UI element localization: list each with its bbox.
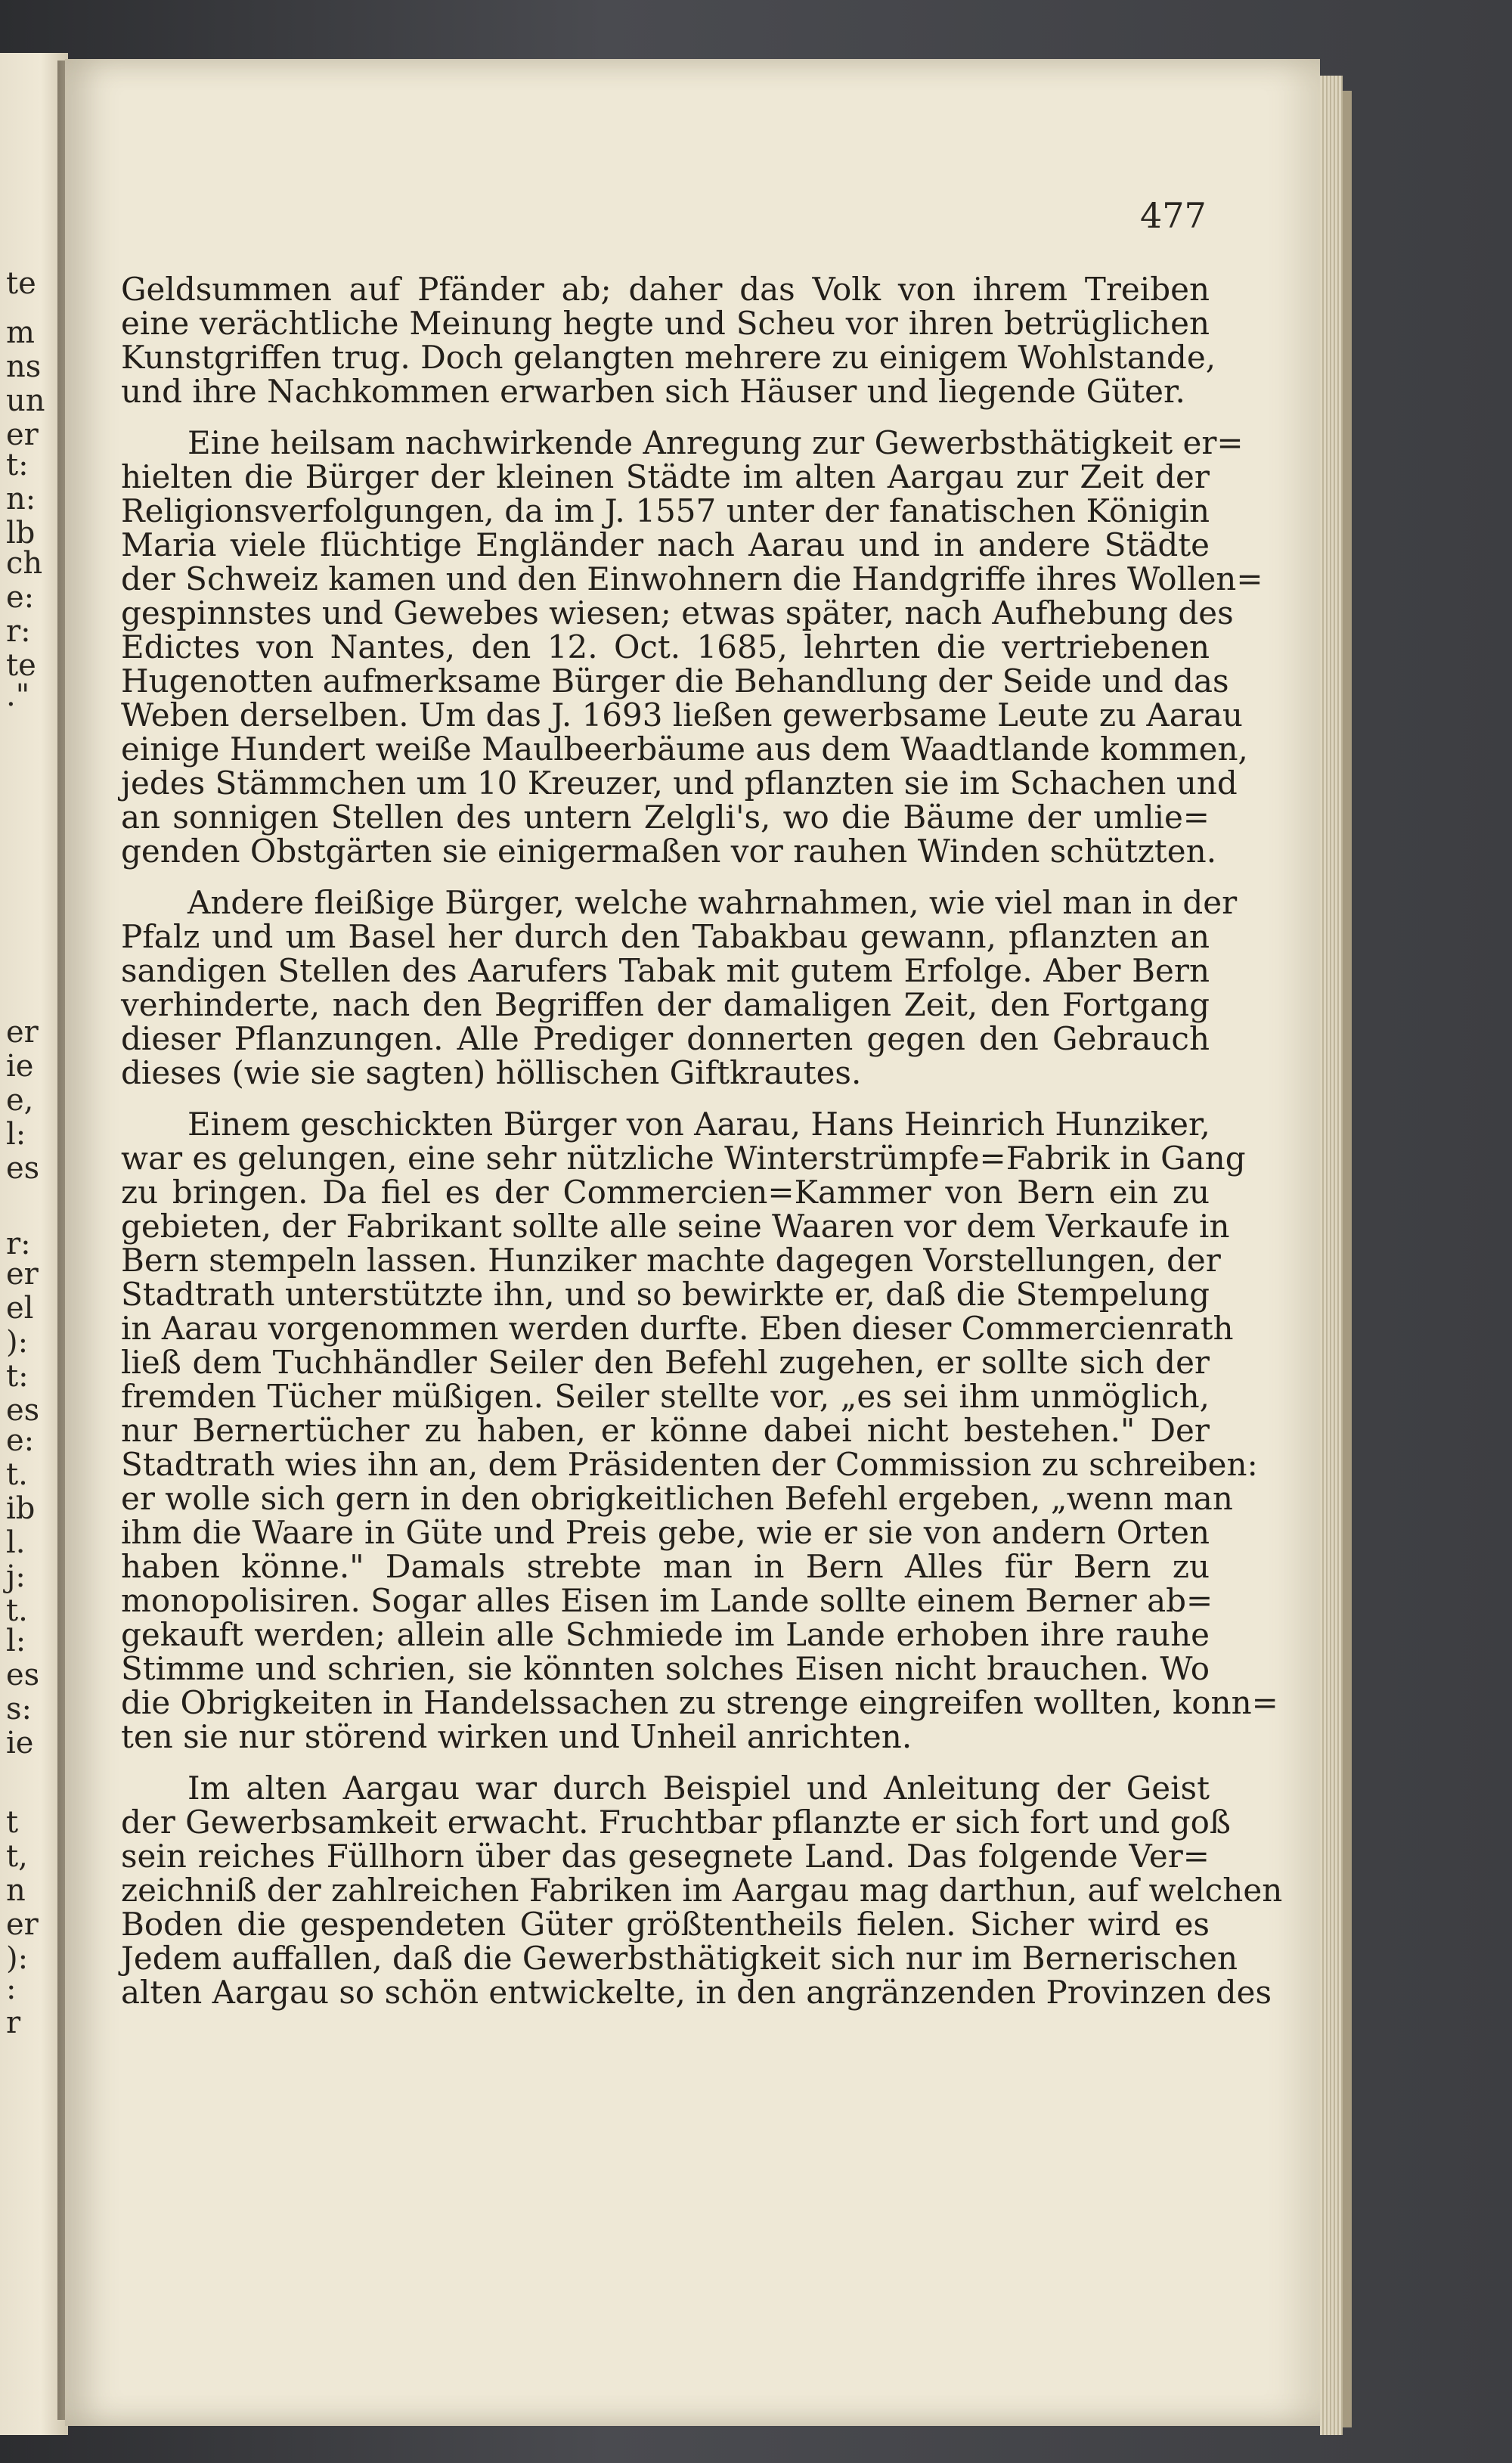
facing-page-fragment: ib [6,1491,36,1526]
text-line: sandigen Stellen des Aarufers Tabak mit gutem Erfolge. Aber Bern [121,952,1210,989]
facing-page-fragment: n [6,1873,26,1908]
text-line: ten sie nur störend wirken und Unheil anrichten. [121,1718,912,1755]
paragraph [121,884,1238,1091]
facing-page-fragment: lb [6,516,36,551]
text-line: gekauft werden; allein alle Schmiede im Lande erhoben ihre rauhe [121,1616,1210,1653]
facing-page-fragment: n: [6,482,36,516]
paragraph-gap [121,868,1210,886]
facing-page-fragment: es [6,1658,40,1692]
text-line: und ihre Nachkommen erwarben sich Häuser und liegende Güter. [121,373,1185,410]
text-line: zeichniß der zahlreichen Fabriken im Aargau mag darthun, auf welchen [121,1872,1283,1909]
facing-page-fragment: r [6,2005,21,2040]
text-line: in Aarau vorgenommen werden durfte. Eben dieser Commercienrath [121,1310,1234,1347]
text-line: Hugenotten aufmerksame Bürger die Behandlung der Seide und das [121,662,1229,700]
facing-page-fragment: ie [6,1726,34,1760]
paragraph-gap [121,1090,1210,1107]
text-line: verhinderte, nach den Begriffen der damaligen Zeit, den Fortgang [121,986,1210,1023]
text-line: zu bringen. Da fiel es der Commercien=Kammer von Bern ein zu [121,1174,1210,1211]
text-line: ließ dem Tuchhändler Seiler den Befehl zugehen, er sollte sich der [121,1344,1210,1381]
facing-page-fragment: un [6,383,45,418]
facing-page-fragment: e, [6,1083,34,1118]
facing-page-fragment: ." [6,678,30,713]
text-line: dieses (wie sie sagten) höllischen Giftkrautes. [121,1054,862,1091]
paragraph [121,424,1263,870]
facing-page-fragment: t. [6,1457,28,1492]
facing-page-fragment: es [6,1393,40,1428]
text-line: Stimme und schrien, sie könnten solches Eisen nicht brauchen. Wo [121,1650,1210,1687]
facing-page-fragment: ch [6,546,43,581]
facing-page-fragment: s: [6,1692,33,1726]
facing-page-fragment: r: [6,1227,31,1261]
paragraph [121,1106,1278,1755]
text-line: Stadtrath wies ihn an, dem Präsidenten der Commission zu schreiben: [121,1446,1258,1483]
text-line: Geldsummen auf Pfänder ab; daher das Volk von ihrem Treiben [121,271,1210,308]
text-line: Einem geschickten Bürger von Aarau, Hans Heinrich Hunziker, [187,1106,1210,1143]
text-line: war es gelungen, eine sehr nützliche Winterstrümpfe=Fabrik in Gang [121,1140,1246,1177]
facing-page-fragment: t: [6,448,29,482]
facing-page-fragment: : [6,1971,17,2006]
text-line: Andere fleißige Bürger, welche wahrnahmen, wie viel man in der [187,884,1238,921]
text-line: Boden die gespendeten Güter größtentheils fielen. Sicher wird es [121,1906,1210,1943]
text-line: alten Aargau so schön entwickelte, in den angränzenden Provinzen des [121,1974,1272,2011]
text-line: Bern stempeln lassen. Hunziker machte dagegen Vorstellungen, der [121,1242,1221,1279]
text-line: monopolisiren. Sogar alles Eisen im Lande sollte einem Berner ab= [121,1582,1213,1619]
facing-page-fragment: el [6,1291,34,1326]
facing-page-fragment: e: [6,580,35,615]
facing-page-fragment: t: [6,1359,29,1394]
text-line: sein reiches Füllhorn über das gesegnete Land. Das folgende Ver= [121,1838,1210,1875]
facing-page-fragment: t, [6,1839,28,1874]
text-line: haben könne." Damals strebte man in Bern Alles für Bern zu [121,1548,1210,1585]
text-line: er wolle sich gern in den obrigkeitlichen Befehl ergeben, „wenn man [121,1480,1233,1517]
text-line: Jedem auffallen, daß die Gewerbsthätigkeit sich nur im Bernerischen [121,1940,1238,1977]
facing-page-fragment: l: [6,1117,26,1152]
facing-page-fragment: l. [6,1525,26,1560]
text-line: Edictes von Nantes, den 12. Oct. 1685, lehrten die vertriebenen [121,628,1210,665]
text-line: genden Obstgärten sie einigermaßen vor rauhen Winden schützten. [121,833,1217,870]
paragraph-gap [121,1754,1210,1771]
facing-page-fragment: er [6,1015,39,1050]
facing-page-fragment: ): [6,1941,29,1976]
text-line: der Schweiz kamen und den Einwohnern die Handgriffe ihres Wollen= [121,560,1263,597]
text-line: Eine heilsam nachwirkende Anregung zur Gewerbsthätigkeit er= [187,424,1244,461]
text-line: die Obrigkeiten in Handelssachen zu strenge eingreifen wollten, konn= [121,1684,1278,1721]
facing-page-fragment: er [6,417,39,452]
facing-page-fragment: ie [6,1049,34,1084]
facing-page-fragment: es [6,1151,40,1186]
body-text [121,271,1283,2011]
text-line: Kunstgriffen trug. Doch gelangten mehrere zu einigem Wohlstande, [121,339,1216,376]
paragraph [121,1770,1283,2011]
text-line: an sonnigen Stellen des untern Zelgli's, wo die Bäume der umlie= [121,799,1210,836]
text-line: nur Bernertücher zu haben, er könne dabei nicht bestehen." Der [121,1412,1210,1449]
facing-page-fragment: r: [6,614,31,649]
text-line: hielten die Bürger der kleinen Städte im alten Aargau zur Zeit der [121,458,1210,495]
text-line: Maria viele flüchtige Engländer nach Aarau und in andere Städte [121,526,1210,563]
text-line: gebieten, der Fabrikant sollte alle seine Waaren vor dem Verkaufe in [121,1208,1230,1245]
facing-page-fragment: t. [6,1593,28,1628]
facing-page-fragment: te [6,266,36,301]
text-line: Stadtrath unterstützte ihn, und so bewirkte er, daß die Stempelung [121,1276,1210,1313]
book-cover-edge [1343,91,1352,2427]
page-edges [1320,76,1343,2435]
paragraph [121,271,1216,410]
facing-page-fragment: m [6,315,35,350]
text-line: jedes Stämmchen um 10 Kreuzer, und pflanzten sie im Schachen und [121,765,1238,802]
page-number: 477 [1140,195,1207,236]
facing-page-fragment: er [6,1257,39,1292]
text-line: Weben derselben. Um das J. 1693 ließen gewerbsame Leute zu Aarau [121,696,1243,734]
facing-page-fragment: l: [6,1624,26,1658]
text-line: einige Hundert weiße Maulbeerbäume aus dem Waadtlande kommen, [121,731,1248,768]
facing-page-fragment: j: [6,1559,26,1594]
facing-page-fragment: ): [6,1325,29,1360]
text-line: dieser Pflanzungen. Alle Prediger donnerten gegen den Gebrauch [121,1020,1210,1057]
paragraph-gap [121,408,1210,426]
text-line: ihm die Waare in Güte und Preis gebe, wie er sie von andern Orten [121,1514,1210,1551]
text-line: Pfalz und um Basel her durch den Tabakbau gewann, pflanzten an [121,918,1210,955]
facing-page-fragment: te [6,648,36,683]
facing-page-fragment: e: [6,1423,35,1458]
text-line: der Gewerbsamkeit erwacht. Fruchtbar pflanzte er sich fort und goß [121,1804,1231,1841]
text-line: Religionsverfolgungen, da im J. 1557 unter der fanatischen Königin [121,492,1210,529]
text-line: fremden Tücher müßigen. Seiler stellte vor, „es sei ihm unmöglich, [121,1378,1210,1415]
facing-page-fragment: ns [6,349,42,384]
facing-page-fragment: er [6,1907,39,1942]
text-line: Im alten Aargau war durch Beispiel und Anleitung der Geist [187,1770,1210,1807]
text-line: gespinnstes und Gewebes wiesen; etwas später, nach Aufhebung des [121,594,1234,631]
text-line: eine verächtliche Meinung hegte und Scheu vor ihren betrüglichen [121,305,1210,342]
facing-page-fragment: t [6,1805,19,1840]
